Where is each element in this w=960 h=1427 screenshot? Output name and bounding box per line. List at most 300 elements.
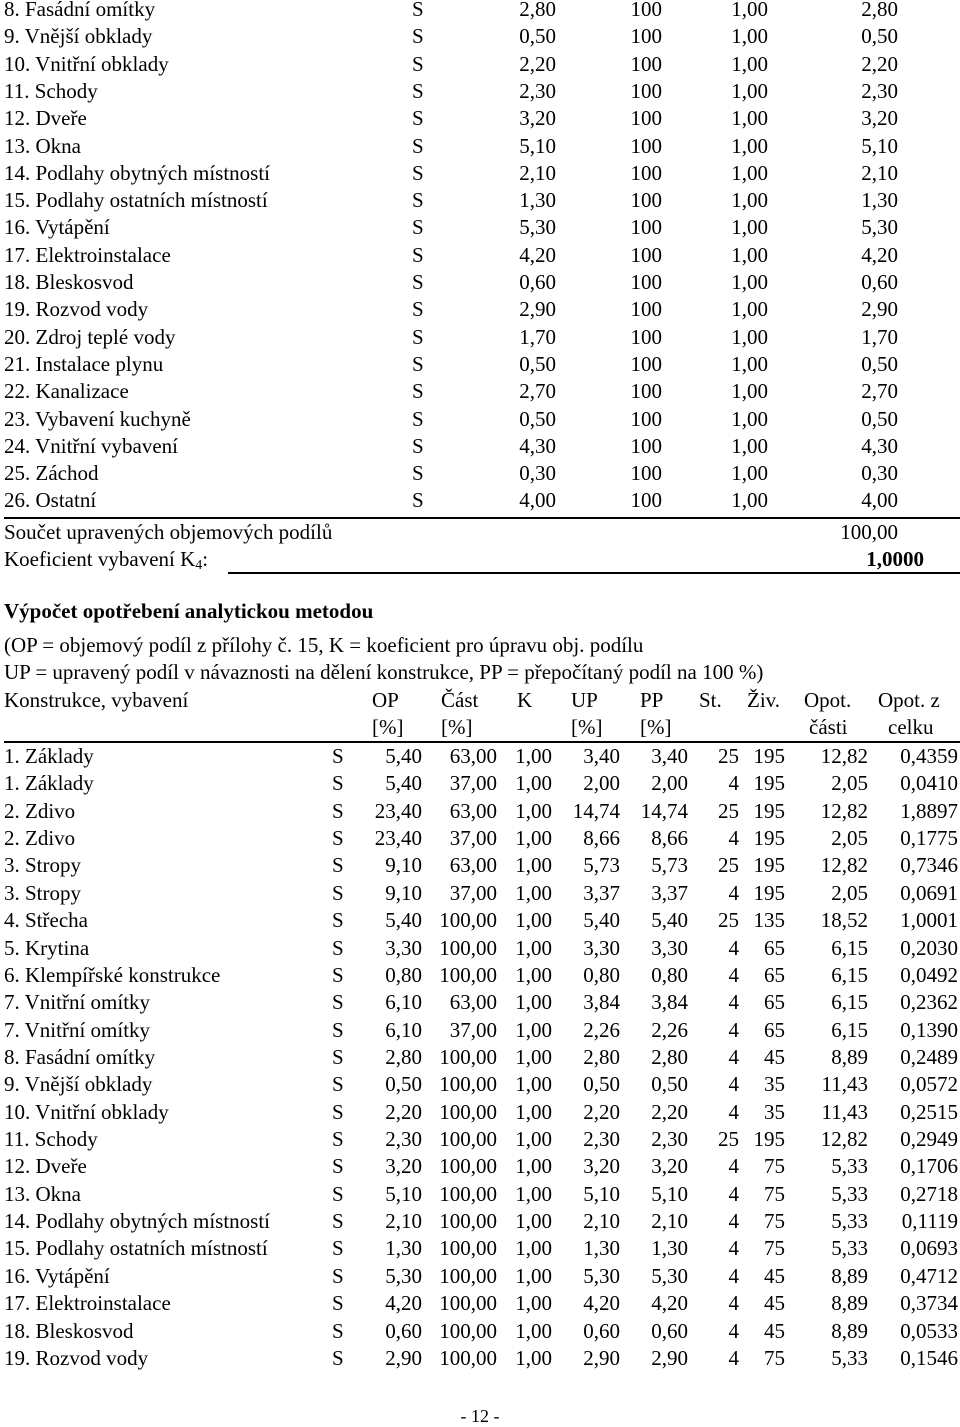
cell-name: 11. Schody — [4, 78, 98, 103]
cell-part: 100,00 — [439, 1318, 497, 1343]
section-note-2: UP = upravený podíl v návaznosti na dělení konstrukce, PP = přepočítaný podíl na 100 %) — [4, 660, 764, 684]
cell-type: S — [412, 351, 424, 376]
cell-type: S — [412, 324, 424, 349]
cell-pp: 2,20 — [651, 1099, 688, 1124]
cell-k: 1,00 — [731, 106, 768, 131]
cell-up: 2,90 — [583, 1345, 620, 1370]
table-row — [0, 1099, 960, 1126]
cell-name: 7. Vnitřní omítky — [4, 1017, 151, 1042]
header-k: K — [517, 688, 533, 712]
cell-k: 1,00 — [731, 160, 768, 185]
cell-op: 2,80 — [519, 0, 556, 21]
header-name: Konstrukce, vybavení — [4, 688, 189, 712]
cell-k: 1,00 — [515, 1099, 552, 1124]
cell-type: S — [412, 297, 424, 322]
cell-up: 2,80 — [583, 1044, 620, 1069]
cell-k: 1,00 — [515, 853, 552, 878]
cell-name: 18. Bleskosvod — [4, 270, 134, 294]
table-row — [0, 880, 960, 907]
cell-op: 2,20 — [519, 51, 556, 76]
cell-part: 37,00 — [449, 880, 497, 905]
cell-type: S — [332, 1017, 344, 1042]
cell-ziv: 75 — [764, 1154, 785, 1179]
cell-ot: 0,3734 — [900, 1291, 958, 1316]
cell-st: 4 — [728, 1017, 739, 1042]
cell-up: 5,73 — [583, 853, 620, 878]
cell-up: 0,50 — [861, 406, 898, 431]
cell-k: 1,00 — [731, 78, 768, 103]
cell-k: 1,00 — [515, 826, 552, 851]
table-row — [0, 1181, 960, 1208]
cell-pp: 0,50 — [651, 1072, 688, 1097]
table-row — [0, 743, 960, 770]
cell-oc: 2,05 — [831, 880, 868, 905]
header-up: UP — [571, 688, 598, 712]
cell-pp: 0,80 — [651, 962, 688, 987]
cell-k: 1,00 — [731, 0, 768, 21]
divider — [228, 572, 960, 574]
table-row — [0, 1126, 960, 1153]
cell-st: 4 — [728, 1209, 739, 1234]
cell-ot: 0,0691 — [900, 880, 958, 905]
cell-ot: 0,2489 — [900, 1044, 958, 1069]
table-row — [0, 105, 960, 132]
cell-part: 100 — [630, 0, 662, 21]
cell-ziv: 35 — [764, 1072, 785, 1097]
cell-pp: 3,84 — [651, 990, 688, 1015]
cell-ziv: 195 — [753, 826, 785, 851]
cell-pp: 5,40 — [651, 908, 688, 933]
cell-part: 100 — [630, 297, 662, 322]
cell-type: S — [332, 935, 344, 960]
cell-pp: 2,00 — [651, 771, 688, 796]
cell-up: 5,10 — [583, 1181, 620, 1206]
cell-type: S — [412, 0, 424, 21]
cell-part: 63,00 — [449, 990, 497, 1015]
cell-type: S — [332, 1099, 344, 1124]
cell-type: S — [332, 1291, 344, 1316]
table-2-header-units — [0, 714, 960, 741]
cell-oc: 8,89 — [831, 1291, 868, 1316]
cell-name: 26. Ostatní — [4, 488, 97, 513]
cell-k: 1,00 — [515, 1263, 552, 1288]
cell-part: 100,00 — [439, 1291, 497, 1316]
cell-type: S — [332, 1263, 344, 1288]
table-row — [0, 351, 960, 378]
cell-up: 1,70 — [861, 324, 898, 349]
cell-up: 0,50 — [861, 351, 898, 376]
cell-name: 15. Podlahy ostatních místností — [4, 1236, 268, 1261]
cell-type: S — [412, 242, 424, 267]
sum-row — [0, 519, 960, 546]
cell-st: 4 — [728, 771, 739, 796]
cell-up: 3,37 — [583, 880, 620, 905]
cell-part: 100,00 — [439, 908, 497, 933]
cell-part: 63,00 — [449, 798, 497, 823]
cell-ziv: 65 — [764, 990, 785, 1015]
cell-op: 5,40 — [385, 908, 422, 933]
cell-pp: 2,10 — [651, 1209, 688, 1234]
cell-oc: 18,52 — [820, 908, 868, 933]
cell-k: 1,00 — [731, 215, 768, 240]
cell-type: S — [412, 488, 424, 513]
cell-oc: 6,15 — [831, 990, 868, 1015]
cell-up: 4,30 — [861, 433, 898, 458]
cell-pp: 2,90 — [651, 1345, 688, 1370]
cell-op: 3,20 — [519, 106, 556, 131]
cell-type: S — [412, 188, 424, 213]
cell-k: 1,00 — [515, 1236, 552, 1261]
cell-type: S — [332, 853, 344, 878]
cell-type: S — [412, 270, 424, 294]
cell-type: S — [412, 379, 424, 404]
cell-ziv: 45 — [764, 1263, 785, 1288]
cell-part: 100 — [630, 379, 662, 404]
cell-ziv: 195 — [753, 853, 785, 878]
table-row — [0, 0, 960, 23]
cell-up: 14,74 — [572, 798, 620, 823]
cell-op: 4,30 — [519, 433, 556, 458]
cell-st: 4 — [728, 1236, 739, 1261]
cell-op: 5,40 — [385, 771, 422, 796]
cell-type: S — [332, 1209, 344, 1234]
cell-type: S — [332, 1181, 344, 1206]
cell-name: 11. Schody — [4, 1127, 98, 1152]
sum-value: 100,00 — [840, 520, 898, 544]
cell-op: 2,70 — [519, 379, 556, 404]
section-title: Výpočet opotřebení analytickou metodou — [4, 599, 374, 623]
cell-k: 1,00 — [515, 1072, 552, 1097]
cell-ziv: 45 — [764, 1044, 785, 1069]
cell-op: 1,30 — [519, 188, 556, 213]
cell-op: 0,80 — [385, 962, 422, 987]
cell-name: 6. Klempířské konstrukce — [4, 962, 221, 987]
cell-st: 4 — [728, 1181, 739, 1206]
cell-k: 1,00 — [515, 771, 552, 796]
cell-name: 14. Podlahy obytných místností — [4, 1209, 271, 1234]
cell-st: 4 — [728, 1154, 739, 1179]
cell-k: 1,00 — [515, 744, 552, 768]
cell-up: 2,30 — [583, 1127, 620, 1152]
cell-pp: 8,66 — [651, 826, 688, 851]
cell-k: 1,00 — [515, 1345, 552, 1370]
cell-ot: 0,2030 — [900, 935, 958, 960]
table-row — [0, 935, 960, 962]
cell-oc: 8,89 — [831, 1044, 868, 1069]
header-op: OP — [372, 688, 399, 712]
cell-st: 25 — [718, 853, 739, 878]
cell-pp: 1,30 — [651, 1236, 688, 1261]
cell-ziv: 65 — [764, 1017, 785, 1042]
cell-ot: 0,7346 — [900, 853, 958, 878]
cell-name: 3. Stropy — [4, 853, 82, 878]
cell-part: 100 — [630, 78, 662, 103]
cell-part: 100 — [630, 324, 662, 349]
cell-st: 4 — [728, 1318, 739, 1343]
table-row — [0, 1318, 960, 1345]
cell-name: 17. Elektroinstalace — [4, 1291, 171, 1316]
cell-k: 1,00 — [515, 1127, 552, 1152]
table-row — [0, 1235, 960, 1262]
table-row — [0, 324, 960, 351]
table-row — [0, 1263, 960, 1290]
cell-st: 4 — [728, 880, 739, 905]
cell-ot: 1,0001 — [900, 908, 958, 933]
cell-oc: 6,15 — [831, 962, 868, 987]
cell-name: 15. Podlahy ostatních místností — [4, 188, 268, 213]
cell-op: 4,00 — [519, 488, 556, 513]
cell-name: 1. Základy — [4, 771, 94, 796]
cell-ot: 0,0492 — [900, 962, 958, 987]
table-row — [0, 460, 960, 487]
cell-st: 4 — [728, 1291, 739, 1316]
header-pp: PP — [640, 688, 664, 712]
header-up-unit: [%] — [571, 715, 603, 739]
cell-pp: 14,74 — [640, 798, 688, 823]
cell-up: 0,50 — [861, 24, 898, 49]
cell-ziv: 65 — [764, 962, 785, 987]
cell-ziv: 195 — [753, 1127, 785, 1152]
cell-type: S — [332, 771, 344, 796]
cell-part: 100,00 — [439, 1154, 497, 1179]
cell-ot: 0,1706 — [900, 1154, 958, 1179]
table-row — [0, 962, 960, 989]
cell-name: 2. Zdivo — [4, 798, 76, 823]
cell-k: 1,00 — [731, 433, 768, 458]
cell-k: 1,00 — [731, 51, 768, 76]
table-row — [0, 825, 960, 852]
cell-k: 1,00 — [515, 1181, 552, 1206]
cell-ot: 0,2515 — [900, 1099, 958, 1124]
cell-op: 0,50 — [385, 1072, 422, 1097]
cell-up: 4,20 — [861, 242, 898, 267]
cell-st: 25 — [718, 908, 739, 933]
cell-part: 100 — [630, 488, 662, 513]
cell-k: 1,00 — [731, 324, 768, 349]
cell-op: 0,50 — [519, 406, 556, 431]
coef-value: 1,0000 — [866, 547, 924, 571]
cell-oc: 6,15 — [831, 935, 868, 960]
cell-part: 100 — [630, 270, 662, 294]
cell-oc: 5,33 — [831, 1209, 868, 1234]
cell-name: 16. Vytápění — [4, 215, 110, 240]
cell-op: 2,90 — [519, 297, 556, 322]
cell-up: 3,20 — [861, 106, 898, 131]
cell-ot: 0,0533 — [900, 1318, 958, 1343]
cell-ziv: 45 — [764, 1318, 785, 1343]
cell-oc: 8,89 — [831, 1263, 868, 1288]
table-row — [0, 1044, 960, 1071]
header-ziv: Živ. — [747, 688, 781, 712]
cell-up: 2,20 — [583, 1099, 620, 1124]
cell-name: 10. Vnitřní obklady — [4, 51, 169, 76]
cell-oc: 12,82 — [820, 744, 868, 768]
cell-up: 2,20 — [861, 51, 898, 76]
cell-oc: 8,89 — [831, 1318, 868, 1343]
cell-up: 3,40 — [583, 744, 620, 768]
table-row — [0, 269, 960, 296]
cell-op: 0,30 — [519, 461, 556, 486]
cell-part: 100 — [630, 160, 662, 185]
cell-op: 6,10 — [385, 990, 422, 1015]
cell-oc: 11,43 — [821, 1099, 868, 1124]
cell-name: 9. Vnější obklady — [4, 1072, 153, 1097]
cell-op: 5,40 — [385, 744, 422, 768]
cell-k: 1,00 — [515, 1017, 552, 1042]
cell-k: 1,00 — [731, 379, 768, 404]
cell-up: 1,30 — [583, 1236, 620, 1261]
cell-up: 3,30 — [583, 935, 620, 960]
cell-part: 100 — [630, 215, 662, 240]
table-row — [0, 1345, 960, 1372]
cell-oc: 12,82 — [820, 853, 868, 878]
table-row — [0, 989, 960, 1016]
table-row — [0, 1071, 960, 1098]
cell-ot: 0,0410 — [900, 771, 958, 796]
table-row — [0, 242, 960, 269]
cell-op: 2,30 — [385, 1127, 422, 1152]
cell-type: S — [332, 990, 344, 1015]
header-op-unit: [%] — [372, 715, 404, 739]
cell-up: 2,90 — [861, 297, 898, 322]
cell-op: 2,80 — [385, 1044, 422, 1069]
coef-label: Koeficient vybavení $K_4$: — [4, 547, 209, 573]
cell-oc: 2,05 — [831, 826, 868, 851]
cell-ot: 0,2949 — [900, 1127, 958, 1152]
cell-name: 4. Střecha — [4, 908, 88, 933]
cell-ziv: 75 — [764, 1345, 785, 1370]
cell-up: 4,00 — [861, 488, 898, 513]
cell-op: 1,70 — [519, 324, 556, 349]
cell-name: 13. Okna — [4, 1181, 81, 1206]
cell-part: 100,00 — [439, 1072, 497, 1097]
cell-part: 37,00 — [449, 771, 497, 796]
cell-k: 1,00 — [515, 880, 552, 905]
cell-up: 4,20 — [583, 1291, 620, 1316]
cell-name: 5. Krytina — [4, 935, 90, 960]
cell-part: 100,00 — [439, 935, 497, 960]
cell-ot: 0,2718 — [900, 1181, 958, 1206]
table-row — [0, 433, 960, 460]
cell-oc: 5,33 — [831, 1345, 868, 1370]
cell-part: 100 — [630, 461, 662, 486]
cell-pp: 3,20 — [651, 1154, 688, 1179]
cell-k: 1,00 — [731, 270, 768, 294]
cell-op: 0,50 — [519, 351, 556, 376]
cell-op: 4,20 — [385, 1291, 422, 1316]
cell-up: 3,20 — [583, 1154, 620, 1179]
cell-op: 2,10 — [385, 1209, 422, 1234]
cell-up: 5,30 — [583, 1263, 620, 1288]
cell-st: 4 — [728, 1072, 739, 1097]
cell-name: 25. Záchod — [4, 461, 99, 486]
cell-op: 23,40 — [374, 826, 422, 851]
cell-type: S — [412, 215, 424, 240]
cell-st: 4 — [728, 1044, 739, 1069]
cell-part: 100,00 — [439, 1044, 497, 1069]
cell-type: S — [332, 1127, 344, 1152]
cell-oc: 6,15 — [831, 1017, 868, 1042]
sum-label: Součet upravených objemových podílů — [4, 520, 333, 544]
cell-pp: 5,30 — [651, 1263, 688, 1288]
cell-part: 100 — [630, 242, 662, 267]
cell-k: 1,00 — [515, 990, 552, 1015]
cell-ziv: 195 — [753, 771, 785, 796]
header-opot-casti: Opot. — [804, 688, 852, 712]
cell-up: 5,30 — [861, 215, 898, 240]
cell-k: 1,00 — [515, 1209, 552, 1234]
cell-pp: 0,60 — [651, 1318, 688, 1343]
cell-op: 3,30 — [385, 935, 422, 960]
cell-type: S — [332, 798, 344, 823]
cell-name: 18. Bleskosvod — [4, 1318, 134, 1343]
cell-part: 100 — [630, 351, 662, 376]
cell-type: S — [332, 962, 344, 987]
cell-type: S — [332, 880, 344, 905]
cell-k: 1,00 — [515, 908, 552, 933]
cell-part: 100 — [630, 106, 662, 131]
cell-part: 100,00 — [439, 962, 497, 987]
cell-part: 100,00 — [439, 1127, 497, 1152]
cell-part: 100 — [630, 133, 662, 158]
cell-pp: 3,40 — [651, 744, 688, 768]
cell-pp: 4,20 — [651, 1291, 688, 1316]
cell-type: S — [332, 1154, 344, 1179]
cell-name: 7. Vnitřní omítky — [4, 990, 151, 1015]
cell-up: 0,30 — [861, 461, 898, 486]
cell-part: 100 — [630, 51, 662, 76]
cell-name: 13. Okna — [4, 133, 81, 158]
cell-name: 20. Zdroj teplé vody — [4, 324, 176, 349]
cell-up: 5,10 — [861, 133, 898, 158]
cell-op: 2,90 — [385, 1345, 422, 1370]
cell-part: 100,00 — [439, 1236, 497, 1261]
cell-k: 1,00 — [515, 935, 552, 960]
cell-op: 2,10 — [519, 160, 556, 185]
header-st: St. — [699, 688, 722, 712]
cell-ziv: 195 — [753, 798, 785, 823]
cell-name: 2. Zdivo — [4, 826, 76, 851]
cell-ot: 0,4359 — [900, 744, 958, 768]
cell-oc: 5,33 — [831, 1181, 868, 1206]
cell-type: S — [412, 78, 424, 103]
cell-part: 37,00 — [449, 826, 497, 851]
cell-ziv: 75 — [764, 1209, 785, 1234]
cell-part: 100 — [630, 188, 662, 213]
cell-up: 5,40 — [583, 908, 620, 933]
cell-type: S — [332, 1236, 344, 1261]
cell-ziv: 45 — [764, 1291, 785, 1316]
cell-op: 3,20 — [385, 1154, 422, 1179]
table-row — [0, 487, 960, 514]
cell-up: 2,80 — [861, 0, 898, 21]
cell-name: 9. Vnější obklady — [4, 24, 153, 49]
header-part: Část — [441, 688, 479, 712]
cell-pp: 2,26 — [651, 1017, 688, 1042]
cell-type: S — [412, 51, 424, 76]
table-row — [0, 133, 960, 160]
cell-oc: 11,43 — [821, 1072, 868, 1097]
cell-st: 4 — [728, 1345, 739, 1370]
cell-name: 23. Vybavení kuchyně — [4, 406, 191, 431]
cell-op: 5,30 — [385, 1263, 422, 1288]
cell-up: 2,26 — [583, 1017, 620, 1042]
cell-op: 5,10 — [385, 1181, 422, 1206]
cell-up: 0,80 — [583, 962, 620, 987]
cell-st: 25 — [718, 1127, 739, 1152]
table-row — [0, 378, 960, 405]
table-row — [0, 406, 960, 433]
